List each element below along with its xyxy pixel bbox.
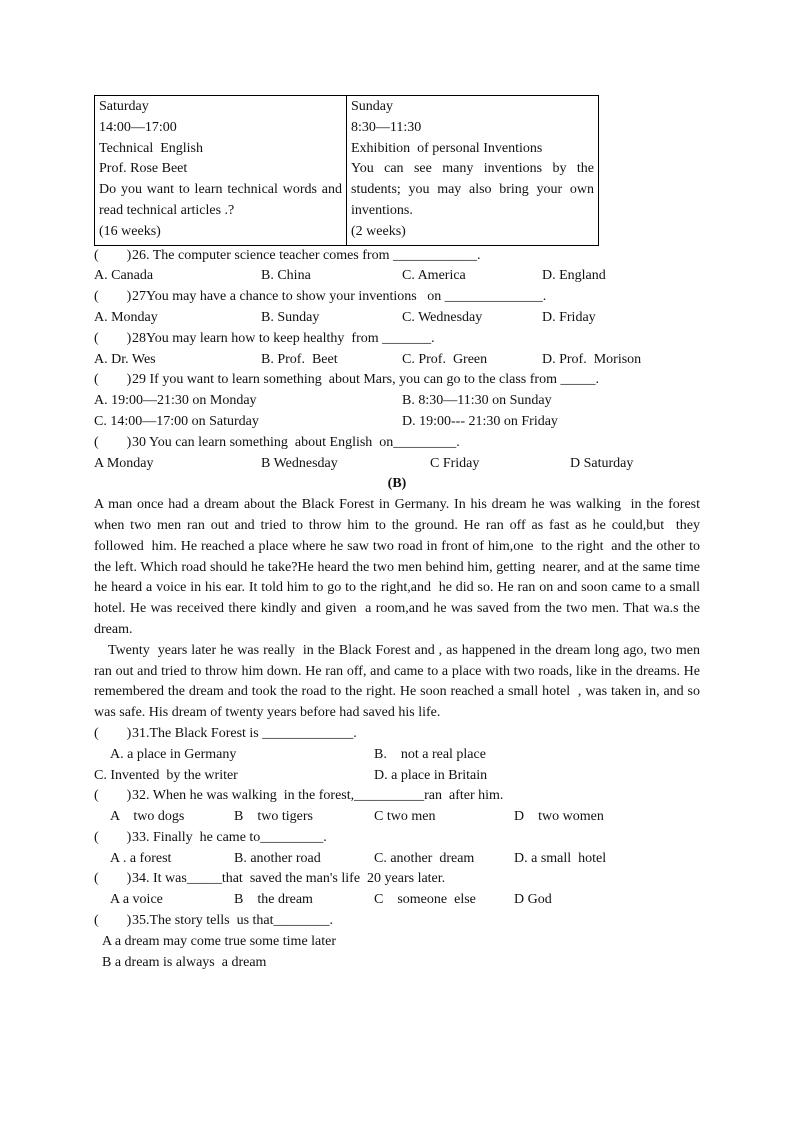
question-35 — [94, 911, 700, 932]
option-b[interactable]: B. Prof. Beet — [261, 351, 338, 367]
question-stem: 28You may learn how to keep healthy from _______. — [132, 330, 435, 346]
option-c[interactable]: C. another dream — [374, 850, 475, 866]
question-stem: 29 If you want to learn something about Mars, you can go to the class from _____. — [132, 372, 599, 388]
option-c[interactable]: C. Invented by the writer — [94, 767, 238, 783]
option-b[interactable]: B Wednesday — [261, 455, 338, 471]
option-a[interactable]: A. Dr. Wes — [94, 351, 156, 367]
course-duration: (16 weeks) — [99, 223, 161, 239]
options-27 — [94, 308, 700, 329]
day-label: Sunday — [351, 99, 393, 114]
answer-blank[interactable]: ( ) — [94, 330, 132, 346]
section-b-title: (B) — [387, 476, 407, 492]
option-d[interactable]: D. a small hotel — [514, 850, 607, 866]
question-27 — [94, 287, 700, 308]
option-d[interactable]: D two women — [514, 809, 604, 825]
question-stem: 31.The Black Forest is _____________. — [132, 725, 357, 741]
option-c[interactable]: C two men — [374, 809, 436, 825]
question-31 — [94, 724, 700, 745]
option-d[interactable]: D. 19:00--- 21:30 on Friday — [402, 413, 558, 429]
schedule-cell-sunday — [347, 96, 599, 246]
question-stem: 32. When he was walking in the forest,__________ran after him. — [132, 788, 504, 804]
question-29 — [94, 370, 700, 391]
options-31-row1 — [94, 745, 700, 766]
option-c[interactable]: C Friday — [430, 455, 480, 471]
options-26 — [94, 266, 700, 287]
option-c[interactable]: C someone else — [374, 892, 476, 908]
option-d[interactable]: D. Prof. Morison — [542, 351, 642, 367]
option-b[interactable]: B. Sunday — [261, 309, 320, 325]
option-a[interactable]: A a voice — [110, 892, 163, 908]
answer-blank[interactable]: ( ) — [94, 871, 132, 887]
option-b[interactable]: B two tigers — [234, 809, 313, 825]
option-a[interactable]: A . a forest — [110, 850, 172, 866]
question-34 — [94, 869, 700, 890]
part-a-questions — [94, 246, 700, 475]
answer-blank[interactable]: ( ) — [94, 372, 132, 388]
option-d[interactable]: D. England — [542, 268, 606, 284]
option-a[interactable]: A Monday — [94, 455, 154, 471]
options-34 — [94, 890, 700, 911]
option-c[interactable]: C. America — [402, 268, 466, 284]
question-26 — [94, 246, 700, 267]
day-label: Saturday — [99, 99, 149, 114]
question-33 — [94, 828, 700, 849]
options-28 — [94, 350, 700, 371]
question-stem: 34. It was_____that saved the man's life 20 years later. — [132, 871, 446, 887]
course-schedule-table — [94, 95, 599, 246]
question-stem: 33. Finally he came to_________. — [132, 829, 327, 845]
passage-paragraph-2: Twenty years later he was really in the Black Forest and , as happened in the dream long ago, two men ran out and tried to throw him down. He ran off, and came to a place with two roads, like in the dreams. He remembered the dream and took the road to the right. He soon reached a small hotel , was taken in, and so was safe. His dream of twenty years before had saved his life. — [94, 642, 704, 721]
option-a[interactable]: A a dream may come true some time later — [102, 933, 337, 949]
options-29-row1 — [94, 391, 700, 412]
question-32 — [94, 786, 700, 807]
course-description: You can see many inventions by the students; you may also bring your own inventions. — [351, 161, 594, 218]
option-d[interactable]: D. Friday — [542, 309, 596, 325]
option-d[interactable]: D God — [514, 892, 552, 908]
answer-blank[interactable]: ( ) — [94, 247, 132, 263]
question-stem: 26. The computer science teacher comes from ____________. — [132, 247, 481, 263]
option-b[interactable]: B a dream is always a dream — [102, 954, 267, 970]
option-b[interactable]: B. 8:30—11:30 on Sunday — [402, 393, 552, 409]
answer-blank[interactable]: ( ) — [94, 829, 132, 845]
option-b[interactable]: B. another road — [234, 850, 321, 866]
course-name: Exhibition of personal Inventions — [351, 140, 543, 156]
option-c[interactable]: C. Prof. Green — [402, 351, 488, 367]
question-28 — [94, 329, 700, 350]
answer-blank[interactable]: ( ) — [94, 913, 132, 929]
time-label: 14:00—17:00 — [99, 119, 177, 135]
option-c[interactable]: C. Wednesday — [402, 309, 483, 325]
options-32 — [94, 807, 700, 828]
question-stem: 27You may have a chance to show your inventions on ______________. — [132, 289, 547, 305]
options-33 — [94, 849, 700, 870]
course-name: Technical English — [99, 140, 203, 156]
answer-blank[interactable]: ( ) — [94, 725, 132, 741]
option-b[interactable]: B. not a real place — [374, 746, 486, 762]
options-30 — [94, 454, 700, 475]
answer-blank[interactable]: ( ) — [94, 289, 132, 305]
answer-blank[interactable]: ( ) — [94, 788, 132, 804]
question-30 — [94, 433, 700, 454]
option-a[interactable]: A. a place in Germany — [110, 746, 237, 762]
option-d[interactable]: D. a place in Britain — [374, 767, 488, 783]
option-a[interactable]: A. Canada — [94, 268, 154, 284]
course-description: Do you want to learn technical words and read technical articles .? — [99, 182, 342, 218]
option-b[interactable]: B the dream — [234, 892, 313, 908]
option-a[interactable]: A. 19:00—21:30 on Monday — [94, 393, 257, 409]
question-stem: 30 You can learn something about English on_________. — [132, 434, 460, 450]
passage-paragraph-1: A man once had a dream about the Black Forest in Germany. In his dream he was walking in the forest when two men ran out and tried to throw him to the ground. He ran off as fast as he could,but they followed him. He reached a place where he saw two road in front of him,one to the right and the other to the left. Which road should he take?He heard the two men behind him, getting nearer, and at the same time he heard a voice in his ear. It told him to go to the right,and he did so. He ran on and soon came to a small hotel. He was received there kindly and given a room,and he was saved from the two men. That wa.s the dream. — [94, 497, 704, 637]
option-b[interactable]: B. China — [261, 268, 311, 284]
options-31-row2 — [94, 766, 700, 787]
question-stem: 35.The story tells us that________. — [132, 913, 334, 929]
worksheet-page — [94, 95, 704, 973]
part-b-questions — [94, 724, 700, 974]
schedule-cell-saturday — [95, 96, 347, 246]
course-duration: (2 weeks) — [351, 223, 406, 239]
option-a[interactable]: A two dogs — [110, 809, 185, 825]
time-label: 8:30—11:30 — [351, 119, 422, 135]
options-29-row2 — [94, 412, 700, 433]
option-a[interactable]: A. Monday — [94, 309, 158, 325]
option-d[interactable]: D Saturday — [570, 455, 634, 471]
option-c[interactable]: C. 14:00—17:00 on Saturday — [94, 413, 259, 429]
answer-blank[interactable]: ( ) — [94, 434, 132, 450]
teacher-name: Prof. Rose Beet — [99, 161, 188, 177]
